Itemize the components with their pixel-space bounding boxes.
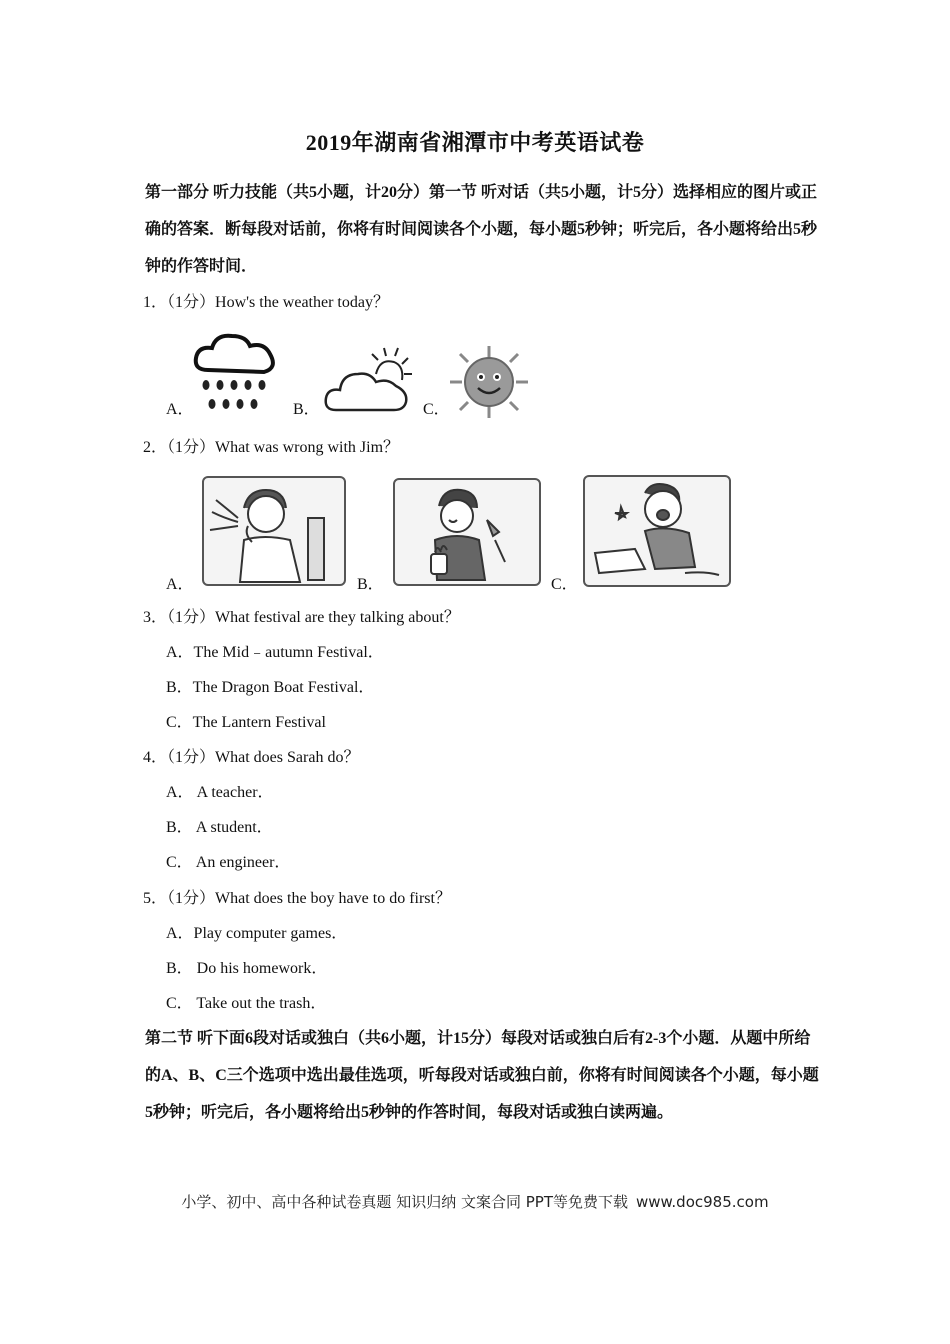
question-number: 4． (143, 749, 168, 766)
rain-cloud-icon (190, 330, 280, 412)
question-score: （1分） (167, 294, 216, 311)
q5-option-a: A．Play computer games． (166, 925, 348, 942)
cloud-sun-icon (322, 344, 414, 414)
exam-title: 2019年湖南省湘潭市中考英语试卷 (305, 130, 645, 155)
footer-text: 小学、初中、高中各种试卷真题 知识归纳 文案合同 PPT等免费下载 (181, 1193, 628, 1211)
q4-option-b: B． A student． (166, 819, 273, 836)
q3-option-c: C．The Lantern Festival (166, 714, 326, 731)
footer (0, 1191, 950, 1212)
sick-boy-icon (393, 478, 541, 586)
question-text: What does Sarah do？ (215, 749, 360, 766)
question-score: （1分） (167, 609, 216, 626)
hurt-knee-boy-icon (583, 475, 731, 587)
question-score: （1分） (167, 749, 216, 766)
q3-option-a: A．The Mid﹣autumn Festival． (166, 644, 384, 661)
question-number: 5． (143, 890, 168, 907)
q2-option-a-label: A． (166, 576, 194, 593)
q4-option-c: C． An engineer． (166, 854, 291, 871)
q3-option-b: B．The Dragon Boat Festival． (166, 679, 375, 696)
q5-option-c: C． Take out the trash． (166, 995, 327, 1012)
q4-option-a: A． A teacher． (166, 784, 274, 801)
q1-option-c-label: C． (423, 401, 450, 418)
question-text: What festival are they talking about？ (215, 609, 460, 626)
question-score: （1分） (167, 890, 216, 907)
question-5 (143, 889, 451, 909)
part1-intro: 第一部分 听力技能（共5小题，计20分）第一节 听对话（共5小题，计5分）选择相应的图片或正确的答案．断每段对话前，你将有时间阅读各个小题，每小题5秒钟；听完后，各小题将给出5秒钟的作答时间． (145, 184, 818, 275)
question-score: （1分） (167, 439, 216, 456)
question-number: 2． (143, 439, 168, 456)
question-3 (143, 608, 460, 628)
smiling-sun-icon (446, 344, 532, 420)
q1-option-b-label: B． (293, 401, 320, 418)
question-number: 3． (143, 609, 168, 626)
q2-option-b-label: B． (357, 576, 384, 593)
question-1 (143, 293, 389, 313)
question-4 (143, 748, 359, 768)
question-2 (143, 438, 399, 458)
q5-option-b: B． Do his homework． (166, 960, 328, 977)
section2-intro: 第二节 听下面6段对话或独白（共6小题，计15分）每段对话或独白后有2-3个小题．从题中所给的A、B、C三个选项中选出最佳选项，听每段对话或独白前，你将有时间阅读各个小题，每小题5秒钟；听完后，各小题将给出5秒钟的作答时间，每段对话或独白读两遍。 (145, 1030, 819, 1121)
question-text: What does the boy have to do first？ (215, 890, 451, 907)
question-number: 1． (143, 294, 168, 311)
footer-url[interactable]: www.doc985.com (635, 1193, 769, 1211)
q2-option-c-label: C． (551, 576, 578, 593)
question-text: What was wrong with Jim？ (215, 439, 400, 456)
q1-option-a-label: A． (166, 401, 194, 418)
question-text: How's the weather today？ (215, 294, 389, 311)
sneezing-boy-icon (202, 476, 346, 586)
